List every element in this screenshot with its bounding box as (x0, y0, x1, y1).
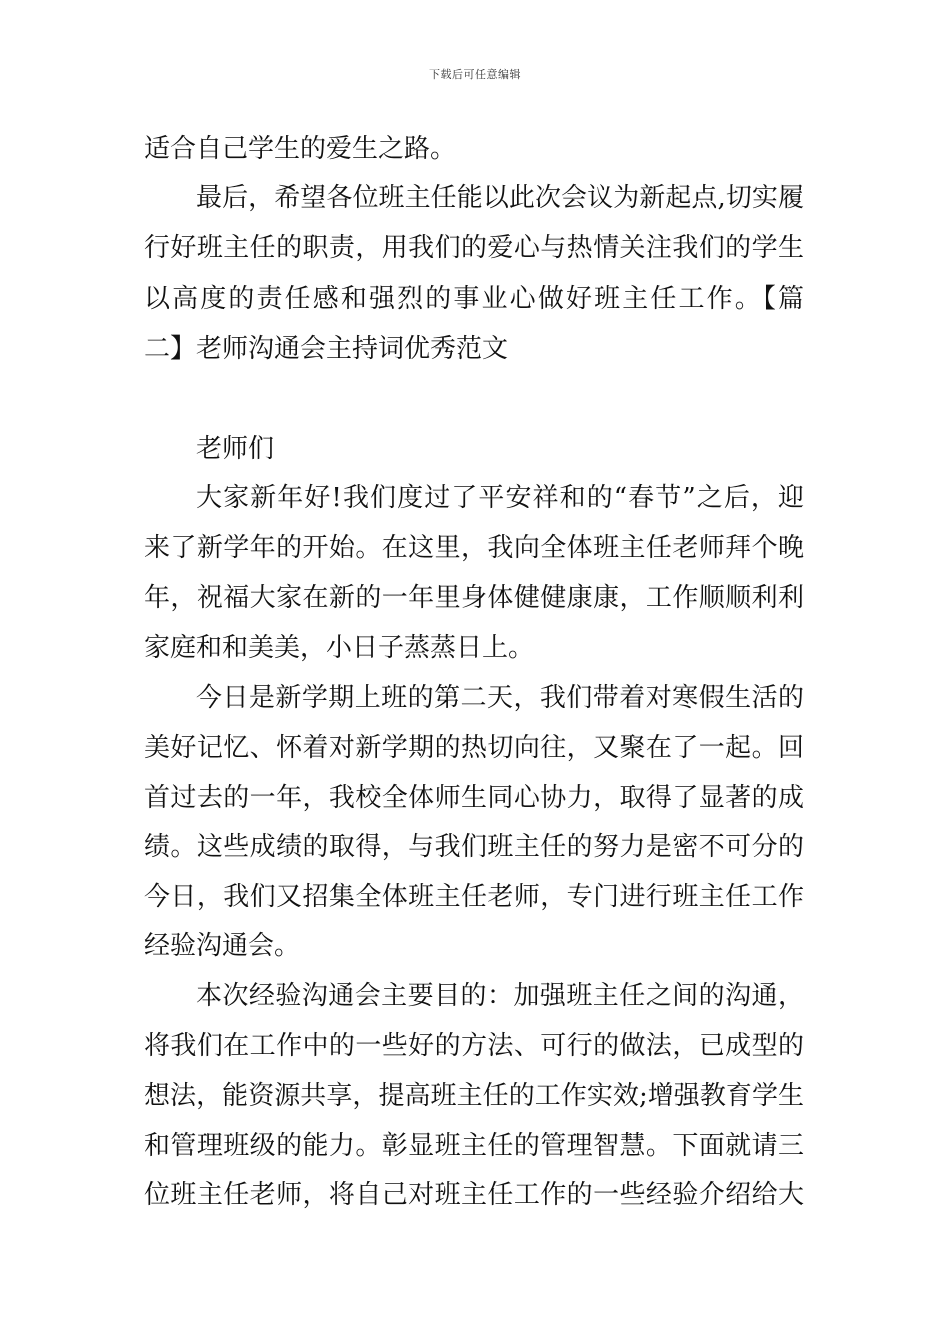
text-line: 首过去的一年，我校全体师生同心协力，取得了显著的成 (144, 783, 804, 813)
page-header: 下载后可任意编辑 (429, 68, 521, 81)
text-line: 来了新学年的开始。在这里，我向全体班主任老师拜个晚 (144, 533, 804, 563)
text-line: 以高度的责任感和强烈的事业心做好班主任工作。【篇 (144, 284, 804, 314)
text-line: 大家新年好!我们度过了平安祥和的“春节”之后，迎 (196, 483, 804, 513)
text-line: 想法，能资源共享，提高班主任的工作实效;增强教育学生 (144, 1081, 804, 1111)
text-line: 位班主任老师，将自己对班主任工作的一些经验介绍给大 (144, 1180, 804, 1210)
text-line: 经验沟通会。 (144, 931, 301, 961)
text-line: 老师们 (196, 434, 275, 464)
text-line: 绩。这些成绩的取得，与我们班主任的努力是密不可分的 (144, 832, 804, 862)
text-line: 行好班主任的职责，用我们的爱心与热情关注我们的学生 (144, 233, 804, 263)
text-line: 年，祝福大家在新的一年里身体健健康康，工作顺顺利利 (144, 583, 804, 613)
text-line: 家庭和和美美，小日子蒸蒸日上。 (144, 633, 535, 663)
text-line: 和管理班级的能力。彰显班主任的管理智慧。下面就请三 (144, 1131, 804, 1161)
text-line: 二】老师沟通会主持词优秀范文 (144, 334, 509, 364)
text-line: 将我们在工作中的一些好的方法、可行的做法，已成型的 (144, 1031, 804, 1061)
text-line: 今日，我们又招集全体班主任老师，专门进行班主任工作 (144, 882, 804, 912)
text-line: 美好记忆、怀着对新学期的热切向往，又聚在了一起。回 (144, 733, 804, 763)
text-line: 适合自己学生的爱生之路。 (144, 134, 457, 164)
text-line: 本次经验沟通会主要目的：加强班主任之间的沟通， (196, 981, 804, 1011)
text-line: 最后，希望各位班主任能以此次会议为新起点,切实履 (196, 183, 804, 213)
text-line: 今日是新学期上班的第二天，我们带着对寒假生活的 (196, 683, 804, 713)
